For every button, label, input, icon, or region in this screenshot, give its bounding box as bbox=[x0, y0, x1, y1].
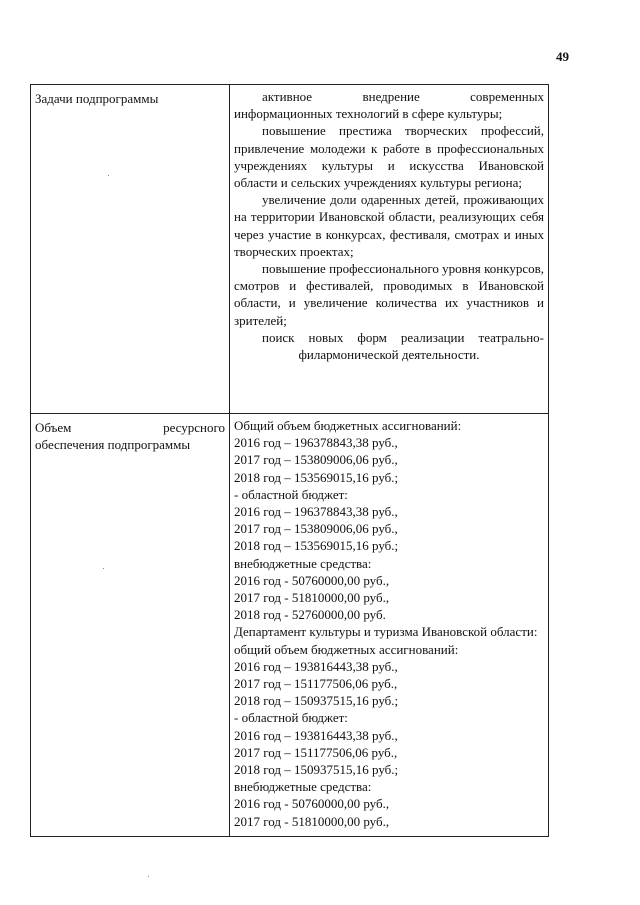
task-item: увеличение доли одаренных детей, проживающих на территории Ивановской области, реализующих себя через участие в конкурсах, фестиваля, смотрах и иных творческих проектах; bbox=[234, 192, 544, 259]
funding-line: внебюджетные средства: bbox=[234, 779, 372, 795]
tasks-label: Задачи подпрограммы bbox=[35, 91, 159, 106]
funding-label-line2: обеспечения подпрограммы bbox=[35, 437, 191, 452]
funding-line: 2017 год – 153809006,06 руб., bbox=[234, 452, 398, 468]
table-row-funding bbox=[31, 414, 549, 837]
task-item: повышение престижа творческих профессий, привлечение молодежи к работе в профессиональных учреждениях культуры и искусства Ивановской области и сельских учреждениях культуры региона; bbox=[234, 123, 544, 191]
funding-line: общий объем бюджетных ассигнований: bbox=[234, 641, 459, 657]
funding-line: 2017 год - 51810000,00 руб., bbox=[234, 590, 390, 606]
funding-line: внебюджетные средства: bbox=[234, 555, 372, 571]
funding-line: Департамент культуры и туризма Ивановской области: bbox=[234, 624, 538, 640]
funding-line: 2016 год - 50760000,00 руб., bbox=[234, 796, 390, 812]
subprogram-passport-table bbox=[30, 84, 549, 837]
page-number: 49 bbox=[556, 49, 569, 64]
funding-label-line1: Объем ресурсного bbox=[35, 420, 225, 435]
funding-line: 2017 год – 151177506,06 руб., bbox=[234, 676, 398, 692]
label-cell-funding bbox=[31, 414, 230, 837]
funding-line: 2016 год - 50760000,00 руб., bbox=[234, 572, 390, 588]
funding-line: 2016 год – 193816443,38 руб., bbox=[234, 727, 398, 743]
scan-speck bbox=[103, 568, 104, 569]
funding-line: - областной бюджет: bbox=[234, 486, 348, 502]
funding-line: 2018 год - 52760000,00 руб. bbox=[234, 607, 386, 623]
funding-line: 2016 год – 196378843,38 руб., bbox=[234, 435, 398, 451]
scan-speck bbox=[148, 876, 149, 877]
scan-speck bbox=[108, 175, 109, 176]
task-item: активное внедрение современных информационных технологий в сфере культуры; bbox=[234, 89, 544, 122]
funding-line: 2016 год – 193816443,38 руб., bbox=[234, 658, 398, 674]
funding-cell bbox=[230, 414, 549, 837]
funding-line: 2017 год – 151177506,06 руб., bbox=[234, 744, 398, 760]
funding-line: 2017 год - 51810000,00 руб., bbox=[234, 813, 390, 829]
funding-line: 2017 год – 153809006,06 руб., bbox=[234, 521, 398, 537]
label-cell-tasks bbox=[31, 85, 230, 414]
task-item: поиск новых форм реализации театрально-филармонической деятельности. bbox=[262, 329, 544, 363]
funding-line: 2018 год – 153569015,16 руб.; bbox=[234, 469, 399, 485]
funding-line: 2018 год – 150937515,16 руб.; bbox=[234, 693, 399, 709]
funding-line: 2018 год – 153569015,16 руб.; bbox=[234, 538, 399, 554]
funding-line: 2018 год – 150937515,16 руб.; bbox=[234, 762, 399, 778]
funding-line: Общий объем бюджетных ассигнований: bbox=[234, 418, 462, 433]
funding-line: - областной бюджет: bbox=[234, 710, 348, 726]
table-row-tasks bbox=[31, 85, 549, 414]
task-item: повышение профессионального уровня конкурсов, смотров и фестивалей, проводимых в Ивановской области, и увеличение количества их участников и зрителей; bbox=[234, 261, 544, 328]
tasks-cell bbox=[230, 85, 549, 414]
funding-line: 2016 год – 196378843,38 руб., bbox=[234, 504, 398, 520]
